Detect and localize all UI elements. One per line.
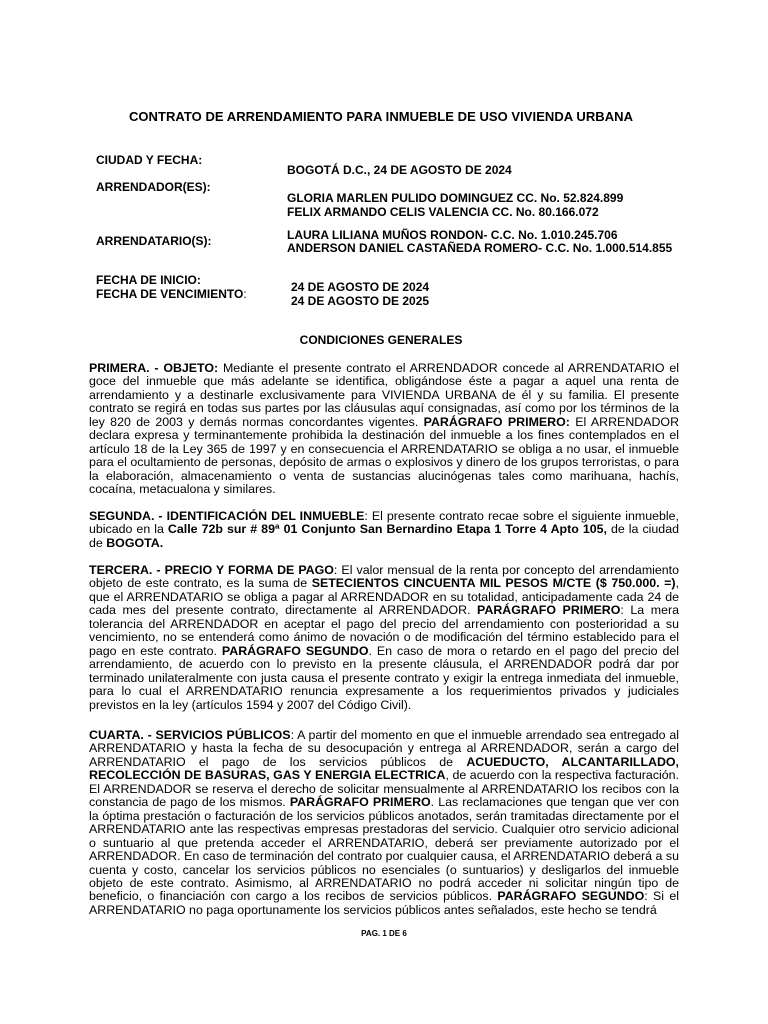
tercera-text1: : El valor mensual de la renta por concepto del arrendamiento objeto de este contrato, es la suma de — [89, 563, 680, 591]
arrendador-2: FELIX ARMANDO CELIS VALENCIA CC. No. 80.166.072 — [287, 205, 599, 219]
segunda-comma: , — [603, 522, 607, 537]
page-number: PAG. 1 DE 6 — [361, 929, 407, 938]
vencimiento-colon: : — [243, 287, 247, 301]
tercera-text4: . En caso de mora o retardo en el pago del precio del arrendamiento, de acuerdo con lo previsto en la presente cláusula, el ARRENDADOR podrá dar por terminado unilateralmente con justa causa el presente contrato y exigir la entrega inmediata del inmueble, para lo cual el ARRENDATARIO renuncia expresamente a los requerimientos privados y judiciales previstos en la ley (artículos 1594 y 2007 del Código Civil). — [89, 643, 679, 712]
clause-tercera — [89, 564, 679, 712]
tercera-paragrafo1: PARÁGRAFO PRIMERO — [477, 603, 621, 618]
segunda-heading: SEGUNDA. - IDENTIFICACIÓN DEL INMUEBLE — [89, 509, 365, 523]
tercera-paragrafo2: PARÁGRAFO SEGUNDO — [221, 643, 369, 658]
cuarta-paragrafo1: PARÁGRAFO PRIMERO — [289, 795, 431, 810]
document-title: CONTRATO DE ARRENDAMIENTO PARA INMUEBLE DE USO VIVIENDA URBANA — [128, 109, 634, 124]
vencimiento-label-wrap — [96, 287, 247, 301]
arrendatario-1: LAURA LILIANA MUÑOS RONDON- C.C. No. 1.010.245.706 — [287, 228, 618, 242]
cuarta-text2: , de acuerdo con la respectiva facturación. El ARRENDADOR se reserva el derecho de solicitar mensualmente al ARRENDATARIO los recibos con la constancia de pago de los mismos. — [89, 768, 679, 810]
primera-text2: El ARRENDADOR declara expresa y terminantemente prohibida la destinación del inmueble a los fines contemplados en el artículo 18 de la Ley 365 de 1997 y en consecuencia el ARRENDATARIO se obliga a no usar, el inmueble para el ocultamiento de personas, depósito de armas o explosivos y dinero de los grupos terroristas, o para la elaboración, almacenamiento o venta de sustancias alucinógenas tales como marihuana, hachís, cocaína, metacualona y similares. — [89, 414, 680, 497]
cuarta-heading: CUARTA. - SERVICIOS PÚBLICOS — [89, 728, 291, 742]
cuarta-paragrafo2: PARÁGRAFO SEGUNDO — [497, 889, 645, 904]
inicio-label: FECHA DE INICIO: — [96, 273, 201, 287]
vencimiento-label: FECHA DE VENCIMIENTO — [96, 287, 244, 301]
conditions-title: CONDICIONES GENERALES — [299, 333, 463, 347]
inicio-value: 24 DE AGOSTO DE 2024 — [291, 280, 430, 294]
segunda-city: BOGOTA. — [106, 535, 164, 550]
clause-primera — [89, 362, 679, 497]
primera-text1: Mediante el presente contrato el ARRENDADOR concede al ARRENDATARIO el goce del inmueble que más adelante se identifica, obligándose éste a pagar a aquel una renta de arrendamiento y a destinarle exclusivamente para VIVIENDA URBANA de él y su familia. El presente contrato se regirá en todas sus partes por las cláusulas aquí consignadas, así como por los términos de la ley 820 de 2003 y demás normas concordantes vigentes. — [89, 361, 679, 429]
cuarta-services: ACUEDUCTO, ALCANTARILLADO, RECOLECCIÓN DE BASURAS, GAS Y ENERGIA ELECTRICA — [89, 754, 679, 783]
segunda-text1: : El presente contrato recae sobre el siguiente inmueble, ubicado en la — [89, 509, 679, 537]
primera-heading: PRIMERA. - OBJETO: — [89, 361, 219, 375]
tercera-amount: SETECIENTOS CINCUENTA MIL PESOS M/CTE ($ 750.000. =) — [311, 576, 676, 591]
cuarta-text1: : A partir del momento en que el inmueble arrendado sea entregado al ARRENDATARIO y hasta la fecha de su desocupación y entrega al ARRENDADOR, serán a cargo del ARRENDATARIO el pago de los servicios públicos de — [89, 728, 679, 769]
vencimiento-value: 24 DE AGOSTO DE 2025 — [291, 294, 430, 308]
tercera-text3: : La mera tolerancia del ARRENDADOR en aceptar el pago del precio del arrendamiento con posterioridad a su vencimiento, no se entenderá como ánimo de novación o de modificación del término establecido para el pago en este contrato. — [89, 603, 680, 658]
segunda-address: Calle 72b sur # 89ª 01 Conjunto San Bernardino Etapa 1 Torre 4 Apto 105 — [167, 522, 604, 537]
tercera-text2: , que el ARRENDATARIO se obliga a pagar al ARRENDADOR en su totalidad, anticipadamente cada 24 de cada mes del presente contrato, directamente al ARRENDADOR. — [89, 576, 680, 618]
arrendador-label: ARRENDADOR(ES): — [96, 180, 211, 194]
clause-cuarta — [89, 729, 679, 917]
tercera-heading: TERCERA. - PRECIO Y FORMA DE PAGO — [89, 563, 334, 577]
arrendatario-2: ANDERSON DANIEL CASTAÑEDA ROMERO- C.C. No. 1.000.514.855 — [287, 241, 673, 255]
ciudad-label: CIUDAD Y FECHA: — [96, 153, 203, 167]
ciudad-value: BOGOTÁ D.C., 24 DE AGOSTO DE 2024 — [287, 163, 512, 177]
cuarta-text3: . Las reclamaciones que tengan que ver con la óptima prestación o facturación de los servicios públicos anotados, serán tramitadas directamente por el ARRENDATARIO ante las respectivas empresas prestadoras del servicio. Cualquier otro servicio adicional o suntuario al que pretenda acceder el ARRENDATARIO, deberá ser previamente autorizado por el ARRENDADOR. En caso de terminación del contrato por cualquier causa, el ARRENDATARIO deberá a su cuenta y costo, cancelar los servicios públicos no esenciales (o suntuarios) y desligarlos del inmueble objeto de este contrato. Asimismo, al ARRENDATARIO no podrá acceder ni solicitar ningún tipo de beneficio, o financiación con cargo a los recibos de servicios públicos. — [89, 795, 679, 904]
arrendador-1: GLORIA MARLEN PULIDO DOMINGUEZ CC. No. 52.824.899 — [287, 191, 624, 205]
arrendatario-label: ARRENDATARIO(S): — [96, 234, 212, 248]
segunda-text2: de la ciudad de — [89, 522, 679, 550]
cuarta-text4: : Si el ARRENDATARIO no paga oportunamente los servicios públicos antes señalados, este hecho se tendrá — [89, 889, 679, 917]
primera-paragrafo: PARÁGRAFO PRIMERO: — [423, 414, 570, 429]
clause-segunda — [89, 510, 679, 550]
